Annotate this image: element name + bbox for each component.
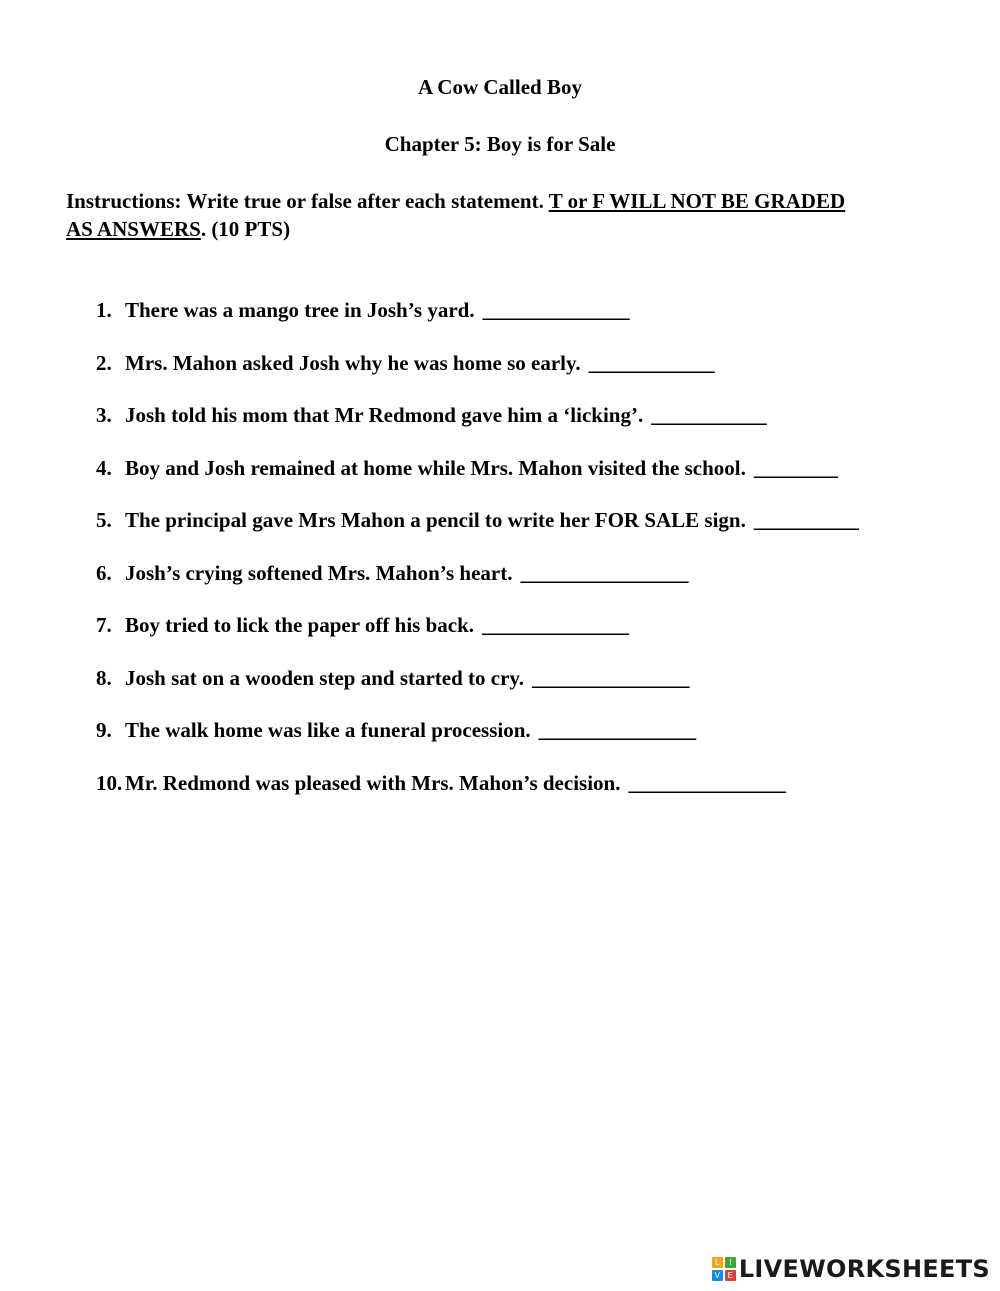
question-text: The walk home was like a funeral procession. (125, 718, 531, 742)
instructions-warning-part-1: T or F WILL NOT BE GRADED (548, 189, 846, 213)
question-text: The principal gave Mrs Mahon a pencil to write her FOR SALE sign. (125, 508, 746, 532)
answer-blank[interactable]: ___________ (651, 403, 767, 427)
instructions (66, 187, 936, 243)
answer-blank[interactable]: ______________ (482, 298, 630, 322)
question-item (96, 350, 859, 403)
page-title: A Cow Called Boy (418, 75, 582, 99)
question-text: Boy tried to lick the paper off his back. (125, 613, 475, 637)
answer-blank[interactable]: ______________ (482, 613, 630, 637)
answer-blank[interactable]: __________ (753, 508, 859, 532)
question-text: Mrs. Mahon asked Josh why he was home so early. (125, 350, 581, 375)
logo-block-l: L (712, 1257, 723, 1268)
chapter-heading: Chapter 5: Boy is for Sale (384, 132, 616, 156)
question-text: Boy and Josh remained at home while Mrs. Mahon visited the school. (125, 455, 746, 480)
question-item (96, 560, 859, 613)
answer-blank[interactable]: ____________ (588, 350, 715, 375)
logo-block-i: I (725, 1257, 736, 1268)
question-item (96, 612, 859, 665)
question-number: 9. (96, 718, 112, 742)
answer-blank[interactable]: ________ (753, 455, 838, 480)
logo-block-v: V (712, 1270, 723, 1281)
question-number: 2. (96, 350, 112, 375)
question-item (96, 665, 859, 718)
question-number: 8. (96, 665, 112, 690)
logo-block-e: E (725, 1270, 736, 1281)
answer-blank[interactable]: _______________ (628, 770, 786, 795)
question-number: 7. (96, 613, 112, 637)
question-item (96, 717, 859, 770)
question-number: 10. (96, 770, 123, 795)
instructions-points: . (10 PTS) (200, 217, 291, 241)
question-number: 1. (96, 298, 112, 322)
question-item (96, 507, 859, 560)
question-text: Josh’s crying softened Mrs. Mahon’s heart. (125, 560, 513, 585)
question-text: Mr. Redmond was pleased with Mrs. Mahon’s decision. (125, 770, 621, 795)
question-text: Josh told his mom that Mr Redmond gave him a ‘licking’. (125, 403, 644, 427)
instructions-lead: Instructions: Write true or false after each statement. (66, 189, 549, 213)
question-item (96, 297, 859, 350)
liveworksheets-logo (712, 1253, 990, 1285)
question-number: 6. (96, 560, 112, 585)
question-text: Josh sat on a wooden step and started to cry. (125, 665, 525, 690)
question-number: 5. (96, 508, 112, 532)
question-number: 4. (96, 455, 112, 480)
question-item (96, 455, 859, 508)
answer-blank[interactable]: _______________ (538, 718, 697, 742)
logo-text: LIVEWORKSHEETS (738, 1255, 990, 1283)
answer-blank[interactable]: ________________ (520, 560, 689, 585)
question-item (96, 770, 859, 823)
question-number: 3. (96, 403, 112, 427)
instructions-warning-part-2: AS ANSWERS (66, 217, 201, 241)
question-item (96, 402, 859, 455)
question-list (96, 297, 859, 822)
answer-blank[interactable]: _______________ (532, 665, 690, 690)
question-text: There was a mango tree in Josh’s yard. (125, 298, 475, 322)
logo-blocks-icon (712, 1257, 736, 1281)
